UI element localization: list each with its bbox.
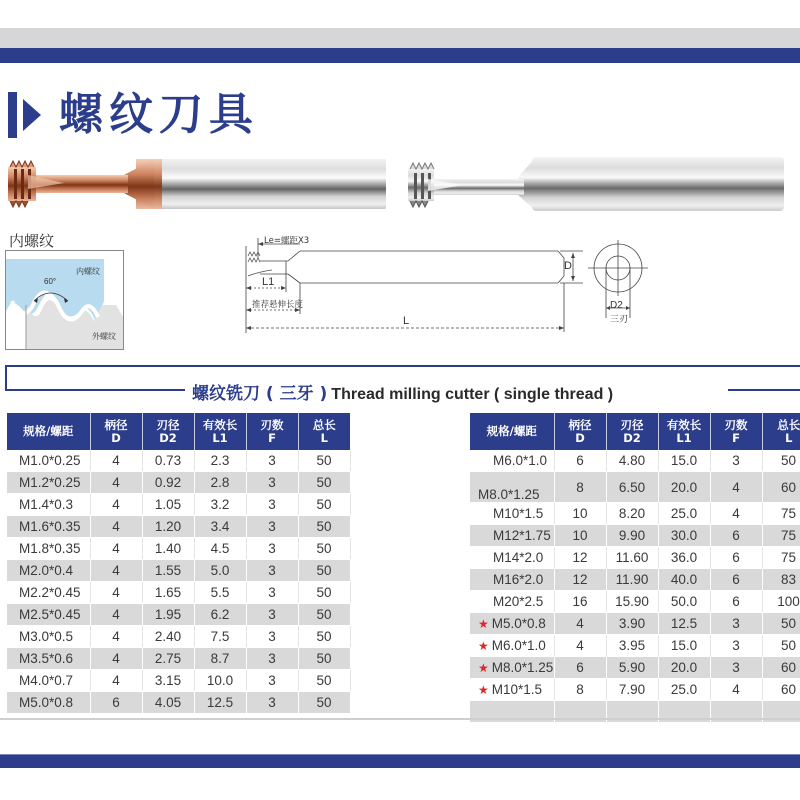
col-header-d: 柄径 D (554, 413, 606, 450)
cell-d: 4 (90, 626, 142, 648)
cell-d2: 4.05 (142, 692, 194, 714)
spec-table-right (470, 413, 800, 723)
cell-spec (7, 582, 90, 604)
cell-l1: 12.5 (658, 613, 710, 635)
spec-value: M1.2*0.25 (19, 475, 81, 490)
cell-l: 50 (298, 604, 350, 626)
cell-l: 50 (298, 560, 350, 582)
spec-value: M10*1.5 (493, 506, 544, 521)
cell-l: 60 (762, 472, 800, 503)
cell-f: 3 (710, 635, 762, 657)
spec-value: M10*1.5 (491, 682, 543, 697)
cell-d: 4 (90, 494, 142, 516)
cell-d: 6 (554, 450, 606, 472)
cell-f: 6 (710, 591, 762, 613)
cell-d: 4 (554, 635, 606, 657)
cell-l: 75 (762, 503, 800, 525)
table-row (7, 560, 350, 582)
cell-l1: 3.2 (194, 494, 246, 516)
cell-d2: 2.75 (142, 648, 194, 670)
cell-l: 50 (762, 450, 800, 472)
cell-spec (470, 569, 554, 591)
cell-l1: 2.3 (194, 450, 246, 472)
play-arrow-icon (23, 99, 41, 131)
col-header-spec: 规格/螺距 (7, 413, 90, 450)
cell-l: 60 (762, 679, 800, 701)
spec-value: M14*2.0 (493, 550, 544, 565)
cell-l: 75 (762, 525, 800, 547)
cell-d2: 11.60 (606, 547, 658, 569)
section-frame-left (5, 365, 7, 391)
cell-l1: 8.7 (194, 648, 246, 670)
spec-value: M1.6*0.35 (19, 519, 81, 534)
table-row (470, 547, 800, 569)
spec-value: M8.0*1.25 (491, 660, 554, 675)
spec-value: M1.4*0.3 (19, 497, 74, 512)
table-row (7, 472, 350, 494)
cell-d2: 3.90 (606, 613, 658, 635)
cell-spec (7, 626, 90, 648)
col-header-d2: 刃径 D2 (142, 413, 194, 450)
cell-l1: 7.5 (194, 626, 246, 648)
table-row (7, 516, 350, 538)
col-header-l1: 有效长 L1 (194, 413, 246, 450)
cell-spec (470, 547, 554, 569)
table-row (470, 525, 800, 547)
table-row (7, 648, 350, 670)
spec-value: M3.0*0.5 (19, 629, 74, 644)
cell-f: 3 (246, 538, 298, 560)
cell-spec (470, 472, 554, 503)
tool-image-silver (404, 155, 794, 215)
spec-value: M2.0*0.4 (19, 563, 74, 578)
le-label: Le=螺距X3 (264, 236, 310, 246)
cell-l: 50 (298, 648, 350, 670)
cell-l1: 15.0 (658, 635, 710, 657)
cell-d2: 0.92 (142, 472, 194, 494)
cell-l1: 6.2 (194, 604, 246, 626)
cell-d: 8 (554, 472, 606, 503)
cell-f: 3 (710, 657, 762, 679)
cell-d: 4 (90, 560, 142, 582)
col-header-l1: 有效长 L1 (658, 413, 710, 450)
cell-d: 6 (90, 692, 142, 714)
cell-f: 3 (246, 626, 298, 648)
table-row (470, 679, 800, 701)
cell-l1: 20.0 (658, 472, 710, 503)
table-row (7, 494, 350, 516)
cell-d2: 3.15 (142, 670, 194, 692)
cell-l1: 5.5 (194, 582, 246, 604)
cell-d: 4 (90, 516, 142, 538)
thread-profile-diagram (5, 250, 124, 350)
cell-l: 50 (298, 692, 350, 714)
col-header-l: 总长 L (298, 413, 350, 450)
cell-d2: 3.95 (606, 635, 658, 657)
cell-l1: 40.0 (658, 569, 710, 591)
cell-f: 6 (710, 569, 762, 591)
section-title-en: Thread milling cutter ( single thread ) (331, 386, 614, 403)
cell-l: 50 (298, 626, 350, 648)
spec-value: M6.0*1.0 (491, 638, 546, 653)
inner-thread-label: 内螺纹 (76, 267, 100, 276)
table-row (470, 503, 800, 525)
cell-d: 4 (90, 604, 142, 626)
cell-d2: 8.20 (606, 503, 658, 525)
cell-spec (470, 635, 554, 657)
cell-spec (7, 692, 90, 714)
cell-f: 3 (246, 472, 298, 494)
star-icon: ★ (478, 683, 489, 697)
l-label: L (403, 315, 410, 327)
spec-value: M1.8*0.35 (19, 541, 81, 556)
cell-spec (7, 538, 90, 560)
table-bottom-rule (0, 718, 800, 720)
cell-spec (470, 657, 554, 679)
cell-l: 50 (298, 516, 350, 538)
spec-value: M6.0*1.0 (493, 453, 548, 468)
cell-d: 4 (554, 613, 606, 635)
cell-l1: 2.8 (194, 472, 246, 494)
cell-l: 75 (762, 547, 800, 569)
cell-l: 50 (762, 613, 800, 635)
cell-f: 3 (246, 450, 298, 472)
overhang-label: 推荐悬伸长度 (252, 300, 304, 310)
top-blue-band (0, 48, 800, 63)
cell-f: 3 (246, 648, 298, 670)
cell-f: 3 (710, 613, 762, 635)
star-icon: ★ (478, 617, 489, 631)
cell-spec (470, 591, 554, 613)
cell-d: 8 (554, 679, 606, 701)
col-header-l: 总长 L (762, 413, 800, 450)
col-header-d2: 刃径 D2 (606, 413, 658, 450)
cell-l: 50 (298, 450, 350, 472)
cell-d2: 15.90 (606, 591, 658, 613)
cell-f: 4 (710, 679, 762, 701)
internal-thread-label: 内螺纹 (9, 232, 55, 250)
table-row (470, 613, 800, 635)
spec-value: M3.5*0.6 (19, 651, 74, 666)
cell-d: 4 (90, 582, 142, 604)
table-row (7, 538, 350, 560)
spec-value: M5.0*0.8 (19, 695, 74, 710)
section-frame-bottom-right (728, 389, 800, 391)
cell-d: 16 (554, 591, 606, 613)
outer-thread-label: 外螺纹 (92, 332, 116, 341)
cell-l1: 12.5 (194, 692, 246, 714)
tool-image-copper (6, 155, 386, 211)
section-frame-bottom-left (5, 389, 185, 391)
spec-value: M8.0*1.25 (478, 487, 540, 502)
cell-spec (7, 560, 90, 582)
cell-l1: 30.0 (658, 525, 710, 547)
cell-spec (7, 450, 90, 472)
d-label: D (564, 260, 572, 272)
table-row (470, 569, 800, 591)
cell-l: 50 (298, 494, 350, 516)
bottom-blue-band (0, 755, 800, 768)
table-row (470, 591, 800, 613)
cell-f: 4 (710, 472, 762, 503)
col-header-f: 刃数 F (246, 413, 298, 450)
cell-d2: 0.73 (142, 450, 194, 472)
page-title (8, 90, 259, 140)
cell-f: 3 (246, 516, 298, 538)
col-header-f: 刃数 F (710, 413, 762, 450)
cell-l: 83 (762, 569, 800, 591)
cell-f: 4 (710, 503, 762, 525)
cell-l1: 4.5 (194, 538, 246, 560)
spec-value: M5.0*0.8 (491, 616, 546, 631)
cell-d: 10 (554, 503, 606, 525)
table-row (7, 692, 350, 714)
cell-f: 3 (246, 670, 298, 692)
cell-d2: 4.80 (606, 450, 658, 472)
cell-f: 6 (710, 547, 762, 569)
cell-d2: 1.65 (142, 582, 194, 604)
table-row (470, 635, 800, 657)
spec-value: M4.0*0.7 (19, 673, 74, 688)
table-row (7, 670, 350, 692)
table-row (7, 604, 350, 626)
spec-value: M2.2*0.45 (19, 585, 81, 600)
cell-d: 4 (90, 648, 142, 670)
cell-spec (470, 679, 554, 701)
table-row (7, 626, 350, 648)
col-header-d: 柄径 D (90, 413, 142, 450)
flutes-label: 三刃 (610, 315, 629, 325)
cell-spec (7, 472, 90, 494)
cell-d2: 2.40 (142, 626, 194, 648)
cell-d2: 1.55 (142, 560, 194, 582)
thread-angle-label: 60° (44, 277, 57, 286)
table-row (7, 450, 350, 472)
cell-l: 50 (298, 670, 350, 692)
cell-f: 3 (246, 692, 298, 714)
cell-spec (470, 525, 554, 547)
cell-spec (7, 670, 90, 692)
cell-d2: 1.20 (142, 516, 194, 538)
cell-f: 3 (246, 582, 298, 604)
cell-l1: 36.0 (658, 547, 710, 569)
cell-l1: 10.0 (194, 670, 246, 692)
cell-d2: 1.05 (142, 494, 194, 516)
cell-l1: 50.0 (658, 591, 710, 613)
spec-value: M2.5*0.45 (19, 607, 81, 622)
cell-spec (7, 516, 90, 538)
page-title-text: 螺纹刀具 (59, 89, 259, 140)
cell-d2: 11.90 (606, 569, 658, 591)
cell-l: 50 (762, 635, 800, 657)
cell-spec (7, 648, 90, 670)
cell-d2: 5.90 (606, 657, 658, 679)
spec-value: M20*2.5 (493, 594, 544, 609)
table-header-row (7, 413, 350, 450)
cell-l: 50 (298, 538, 350, 560)
l1-label: L1 (262, 276, 275, 288)
cutter-schematic (238, 228, 658, 338)
star-icon: ★ (478, 661, 489, 675)
spec-table-left (7, 413, 351, 714)
cell-d2: 9.90 (606, 525, 658, 547)
cell-f: 6 (710, 525, 762, 547)
table-header-row (470, 413, 800, 450)
cell-l: 50 (298, 472, 350, 494)
cell-l1: 25.0 (658, 679, 710, 701)
spec-value: M1.0*0.25 (19, 453, 81, 468)
cell-d: 12 (554, 569, 606, 591)
cell-l: 50 (298, 582, 350, 604)
star-icon: ★ (478, 639, 489, 653)
cell-d2: 1.40 (142, 538, 194, 560)
cell-f: 3 (246, 494, 298, 516)
cell-d: 4 (90, 472, 142, 494)
cell-d: 4 (90, 538, 142, 560)
cell-l1: 20.0 (658, 657, 710, 679)
cell-l1: 15.0 (658, 450, 710, 472)
cell-d2: 1.95 (142, 604, 194, 626)
cell-d2: 7.90 (606, 679, 658, 701)
cell-l1: 3.4 (194, 516, 246, 538)
d2-label: D2 (610, 300, 623, 311)
spec-value: M12*1.75 (493, 528, 551, 543)
spec-value: M16*2.0 (493, 572, 544, 587)
table-row (470, 657, 800, 679)
silver-thread-mill-icon (404, 155, 794, 215)
cell-spec (470, 450, 554, 472)
section-heading (192, 379, 613, 403)
cell-d: 4 (90, 670, 142, 692)
table-row (470, 472, 800, 503)
cell-l1: 25.0 (658, 503, 710, 525)
copper-thread-mill-icon (6, 155, 386, 211)
title-bar-icon (8, 92, 17, 138)
cell-f: 3 (246, 604, 298, 626)
cell-l: 60 (762, 657, 800, 679)
top-gray-band (0, 28, 800, 48)
cell-f: 3 (246, 560, 298, 582)
cell-l: 100 (762, 591, 800, 613)
col-header-spec: 规格/螺距 (470, 413, 554, 450)
table-row (7, 582, 350, 604)
cell-l1: 5.0 (194, 560, 246, 582)
cell-d: 12 (554, 547, 606, 569)
section-title-cn: 螺纹铣刀 ( 三牙 ) (192, 384, 328, 404)
cell-d: 6 (554, 657, 606, 679)
table-row (470, 450, 800, 472)
cell-spec (7, 604, 90, 626)
cell-spec (7, 494, 90, 516)
cell-d2: 6.50 (606, 472, 658, 503)
cell-f: 3 (710, 450, 762, 472)
cell-d: 10 (554, 525, 606, 547)
section-frame-top (5, 365, 800, 367)
cell-d: 4 (90, 450, 142, 472)
cell-spec (470, 503, 554, 525)
cell-spec (470, 613, 554, 635)
